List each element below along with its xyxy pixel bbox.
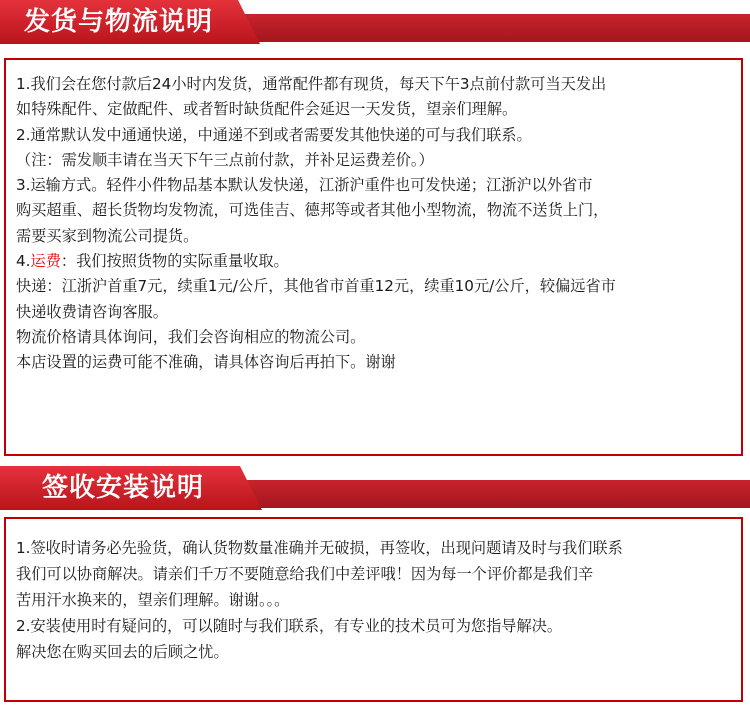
- signing-line: 解决您在购买回去的后顾之忧。: [16, 643, 229, 661]
- shipping-line: 快递收费请咨询客服。: [16, 302, 168, 321]
- shipping-section-title: 发货与物流说明: [24, 7, 214, 37]
- freight-line: [16, 249, 739, 274]
- freight-text: ：我们按照货物的实际重量收取。: [60, 252, 289, 271]
- shipping-line: 物流价格请具体询问，我们会咨询相应的物流公司。: [16, 327, 366, 346]
- shipping-line: 2.通常默认发中通通快递，中通递不到或者需要发其他快递的可与我们联系。: [16, 125, 532, 144]
- shipping-line: 购买超重、超长货物均发物流，可选佳吉、德邦等或者其他小型物流，物流不送货上门，: [16, 201, 609, 220]
- shipping-line: 需要买家到物流公司提货。: [16, 226, 199, 245]
- signing-section-title: 签收安装说明: [42, 473, 205, 503]
- shipping-line: 本店设置的运费可能不准确，请具体咨询后再拍下。谢谢: [16, 353, 396, 372]
- signing-line: 1.签收时请务必先验货，确认货物数量准确并无破损，再签收，出现问题请及时与我们联系: [16, 539, 623, 557]
- freight-prefix: 4.: [16, 252, 31, 271]
- signing-section-header: [0, 466, 750, 510]
- shipping-line: 如特殊配件、定做配件、或者暂时缺货配件会延迟一天发货，望亲们理解。: [16, 100, 518, 119]
- signing-info-box: [4, 517, 743, 702]
- shipping-info-box: [4, 58, 743, 456]
- signing-line: 我们可以协商解决。请亲们千万不要随意给我们中差评哦！因为每一个评价都是我们辛: [16, 565, 594, 583]
- shipping-section-header: [0, 0, 750, 44]
- shipping-line: （注：需发顺丰请在当天下午三点前付款，并补足运费差价。）: [16, 150, 434, 169]
- freight-label: 运费: [30, 252, 61, 271]
- signing-line: 苦用汗水换来的，望亲们理解。谢谢。。。: [16, 591, 290, 609]
- shipping-line: 1.我们会在您付款后24小时内发货，通常配件都有现货，每天下午3点前付款可当天发出: [16, 75, 607, 93]
- shipping-line: 快递：江浙沪首重7元，续重1元/公斤，其他省市首重12元，续重10元/公斤，较偏远省市: [16, 277, 616, 296]
- shipping-line: 3.运输方式。轻件小件物品基本默认发快递，江浙沪重件也可发快递；江浙沪以外省市: [16, 176, 593, 195]
- signing-line: 2.安装使用时有疑问的，可以随时与我们联系，有专业的技术员可为您指导解决。: [16, 617, 563, 635]
